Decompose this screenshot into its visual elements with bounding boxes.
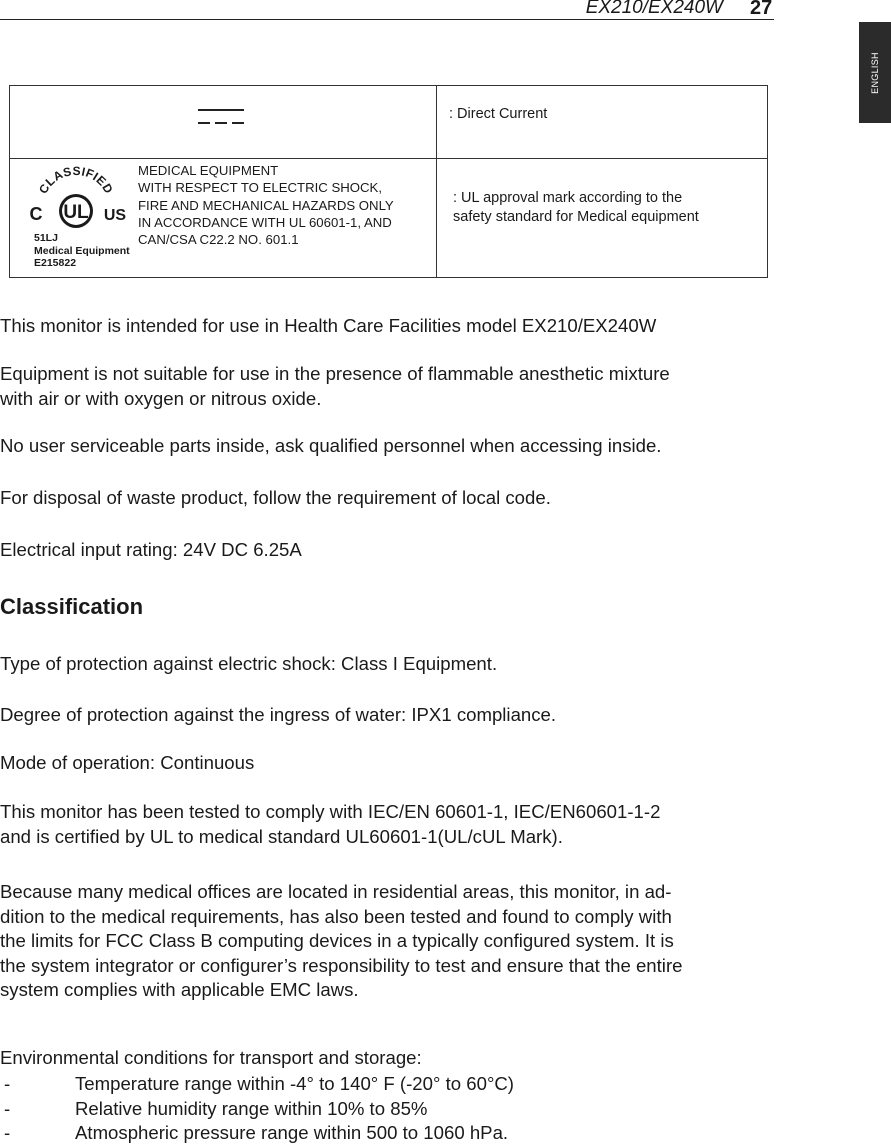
intended-use-text: This monitor is intended for use in Health Care Facilities model EX210/EX240W <box>0 315 657 336</box>
ul-description-line: safety standard for Medical equipment <box>453 209 699 225</box>
ul-mark-file-no: E215822 <box>34 257 77 269</box>
ul-mark-c: C <box>29 204 43 224</box>
list-item-text: Atmospheric pressure range within 500 to 1060 hPa. <box>75 1122 509 1143</box>
text-line: with air or with oxygen or nitrous oxide. <box>0 387 322 409</box>
list-bullet: - <box>4 1073 11 1094</box>
text-line: Because many medical offices are located in residential areas, this monitor, in ad- <box>0 881 672 902</box>
text-line: the limits for FCC Class B computing devices in a typically configured system. It is <box>0 930 674 951</box>
symbols-table <box>9 85 768 278</box>
text-line: the system integrator or configurer’s responsibility to test and ensure that the entire <box>0 954 683 976</box>
ul-description-cell <box>437 159 768 278</box>
text-line: system complies with applicable EMC laws. <box>0 979 359 1000</box>
environment-intro: Environmental conditions for transport and storage: <box>0 1047 422 1068</box>
classification-heading: Classification <box>0 594 144 619</box>
text-line: Equipment is not suitable for use in the presence of flammable anesthetic mixture <box>0 363 670 384</box>
ul-classified-logo <box>22 165 130 235</box>
serviceable-parts-text: No user serviceable parts inside, ask qualified personnel when accessing inside. <box>0 435 662 456</box>
list-item <box>0 1097 700 1121</box>
ul-statement <box>138 162 394 248</box>
ul-mark-center: UL <box>63 202 89 223</box>
svg-text:CLASSIFIED <box>36 165 116 196</box>
language-tab <box>859 22 891 123</box>
page-number: 27 <box>750 0 773 19</box>
list-bullet: - <box>4 1098 11 1119</box>
emc-text <box>0 880 682 1003</box>
list-bullet: - <box>4 1122 11 1143</box>
ul-statement-line: IN ACCORDANCE WITH UL 60601-1, AND <box>138 214 392 230</box>
ul-description <box>453 189 699 227</box>
water-protection-text: Degree of protection against the ingress of water: IPX1 compliance. <box>0 704 557 725</box>
disposal-text: For disposal of waste product, follow the requirement of local code. <box>0 487 551 508</box>
header-divider <box>0 19 774 20</box>
text-line: This monitor has been tested to comply with IEC/EN 60601-1, IEC/EN60601-1-2 <box>0 801 661 822</box>
header-model-name: EX210/EX240W <box>585 0 723 18</box>
compliance-text <box>0 800 660 849</box>
ul-statement-line: CAN/CSA C22.2 NO. 601.1 <box>138 232 299 248</box>
input-rating-text: Electrical input rating: 24V DC 6.25A <box>0 539 302 560</box>
ul-statement-line: MEDICAL EQUIPMENT <box>138 163 279 178</box>
ul-mark-code: 51LJ <box>34 232 58 244</box>
ul-description-line: : UL approval mark according to the <box>453 190 683 206</box>
dc-description: : Direct Current <box>449 106 548 122</box>
list-item-text: Temperature range within -4° to 140° F (-20° to 60°C) <box>75 1073 515 1094</box>
list-item <box>0 1072 700 1096</box>
ul-mark-category: Medical Equipment <box>34 244 130 257</box>
direct-current-icon <box>198 109 244 127</box>
ul-statement-line: FIRE AND MECHANICAL HAZARDS ONLY <box>138 197 394 213</box>
table-row <box>10 159 768 278</box>
ul-mark-cell <box>10 159 437 278</box>
dc-symbol-cell <box>10 86 437 159</box>
ul-mark-us: US <box>103 207 127 224</box>
text-line: dition to the medical requirements, has also been tested and found to comply with <box>0 905 672 927</box>
ul-mark-top-text: CLASSIFIED <box>36 165 116 197</box>
list-item-text: Relative humidity range within 10% to 85% <box>75 1098 428 1119</box>
list-item <box>0 1121 700 1145</box>
flammable-warning <box>0 362 670 411</box>
operation-mode-text: Mode of operation: Continuous <box>0 752 255 773</box>
ul-mark-caption <box>34 232 130 270</box>
shock-protection-text: Type of protection against electric shock: Class I Equipment. <box>0 653 498 674</box>
dc-description-cell <box>437 86 768 159</box>
ul-statement-line: WITH RESPECT TO ELECTRIC SHOCK, <box>138 180 383 196</box>
text-line: and is certified by UL to medical standard UL60601-1(UL/cUL Mark). <box>0 825 563 847</box>
table-row <box>10 86 768 159</box>
language-tab-label: ENGLISH <box>870 51 880 94</box>
